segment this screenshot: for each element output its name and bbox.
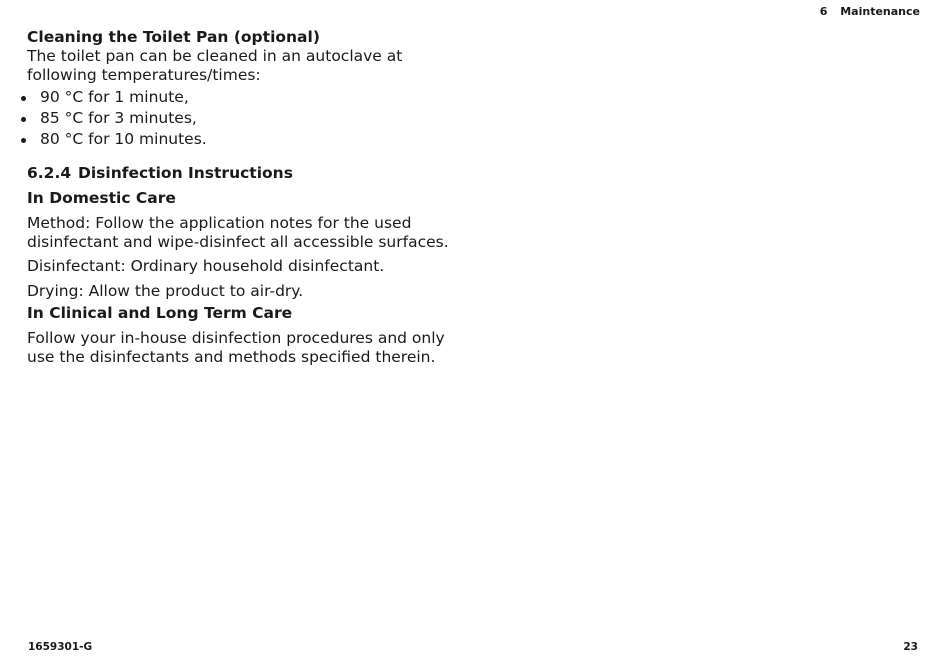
clinical-care-heading: In Clinical and Long Term Care <box>27 304 293 322</box>
section-number: 6.2.4 <box>27 164 72 182</box>
domestic-care-heading: In Domestic Care <box>27 189 176 207</box>
section-heading <box>27 164 467 183</box>
chapter-number: 6 <box>819 5 828 18</box>
page-number: 23 <box>903 641 918 653</box>
list-item: 80 °C for 10 minutes. <box>27 129 467 150</box>
method-paragraph: Method: Follow the application notes for the used disinfectant and wipe-disinfect all accessible surfaces. <box>27 214 449 251</box>
document-id: 1659301-G <box>28 641 93 653</box>
chapter-title: Maintenance <box>840 5 920 18</box>
list-item: 85 °C for 3 minutes, <box>27 108 467 129</box>
autoclave-list <box>27 87 467 150</box>
list-item: 90 °C for 1 minute, <box>27 87 467 108</box>
running-header <box>820 5 920 18</box>
clinical-paragraph: Follow your in-house disinfection procedures and only use the disinfectants and methods specified therein. <box>27 329 445 366</box>
toilet-pan-heading: Cleaning the Toilet Pan (optional) <box>27 28 320 46</box>
disinfectant-paragraph: Disinfectant: Ordinary household disinfectant. <box>27 257 385 275</box>
drying-paragraph: Drying: Allow the product to air-dry. <box>27 281 304 300</box>
section-title: Disinfection Instructions <box>78 164 293 182</box>
toilet-pan-intro: The toilet pan can be cleaned in an autoclave at following temperatures/times: <box>27 47 403 84</box>
page-content <box>27 28 467 366</box>
